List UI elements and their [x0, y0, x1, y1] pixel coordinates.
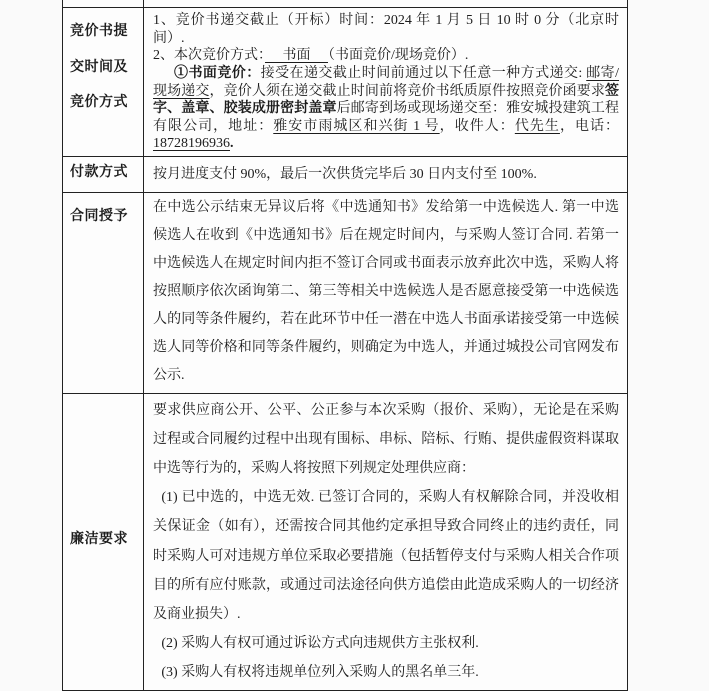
- integrity-clause-2-text: (2) 采购人有权可通过诉讼方式向违规供方主张权利.: [161, 635, 479, 651]
- table-row-payment: [63, 156, 627, 192]
- payment-row-content: [144, 157, 627, 192]
- contract-award-row-content: [144, 193, 627, 393]
- submission-written-bid-text: ①书面竞价：接受在递交截止时间前通过以下任意一种方式递交: 邮寄/现场递交，竞价人须在递交截止时间前将竞价书纸质原件按照竞价函要求签字、盖章、胶装成册密封盖章后邮寄到场或现场递交至：雅安城投建筑工程有限公司，地址：雅安市雨城区和兴街 1 号，收件人：代先生，电话：18728196936.: [153, 65, 620, 152]
- table-row-submission: [63, 7, 627, 156]
- submission-deadline-text: 1、竞价书递交截止（开标）时间：2024 年 1 月 5 日 10 时 0 分（北京时间）.: [153, 13, 619, 46]
- table-row-cutoff: [63, 0, 627, 7]
- contract-award-text: 在中选公示结束无异议后将《中选通知书》发给第一中选候选人. 第一中选候选人在收到《中选通知书》后在规定时间内，与采购人签订合同. 若第一中选候选人在规定时间内拒不签订合同或书面表示放弃此次中选，采购人将按照顺序依次函询第二、第三等相关中选候选人是否愿意接受第一中选候选人的同等条件履约，若在此环节中任一潜在中选人书面承诺接受第一中选候选人同等价格和同等条件履约，则确定为中选人，并通过城投公司官网发布公示.: [153, 200, 619, 383]
- integrity-row-header: 廉洁要求: [63, 394, 144, 690]
- payment-row-header: 付款方式: [63, 157, 144, 192]
- payment-terms-text: 按月进度支付 90%，最后一次供货完毕后 30 日内支付至 100%.: [153, 166, 537, 182]
- cutoff-content-cell: [144, 0, 627, 7]
- integrity-row-content: [144, 394, 627, 690]
- integrity-clause-1-text: (1) 已中选的，中选无效. 已签订合同的，采购人有权解除合同，并没收相关保证金（如有），还需按合同其他约定承担导致合同终止的违约责任，同时采购人可对违规方单位采取必要措施（包括暂停支付与采购人相关合作项目的所有应付账款，或通过司法途径向供方追偿由此造成采购人的一切经济及商业损失）.: [153, 490, 619, 622]
- submission-method-text: 2、本次竞价方式： 书面 （书面竞价/现场竞价）.: [153, 48, 469, 64]
- procurement-terms-table: [62, 0, 628, 691]
- submission-row-content: [144, 8, 627, 156]
- integrity-clause-3-text: (3) 采购人有权将违规单位列入采购人的黑名单三年.: [161, 664, 479, 680]
- table-row-contract-award: [63, 192, 627, 393]
- contract-award-row-header: 合同授予: [63, 193, 144, 393]
- integrity-intro-text: 要求供应商公开、公平、公正参与本次采购（报价、采购），无论是在采购过程或合同履约过程中出现有围标、串标、陪标、行贿、提供虚假资料谋取中选等行为的，采购人将按照下列规定处理供应商：: [153, 403, 619, 477]
- table-row-integrity: [63, 393, 627, 690]
- submission-row-header: 竞价书提交时间及竞价方式: [63, 8, 144, 156]
